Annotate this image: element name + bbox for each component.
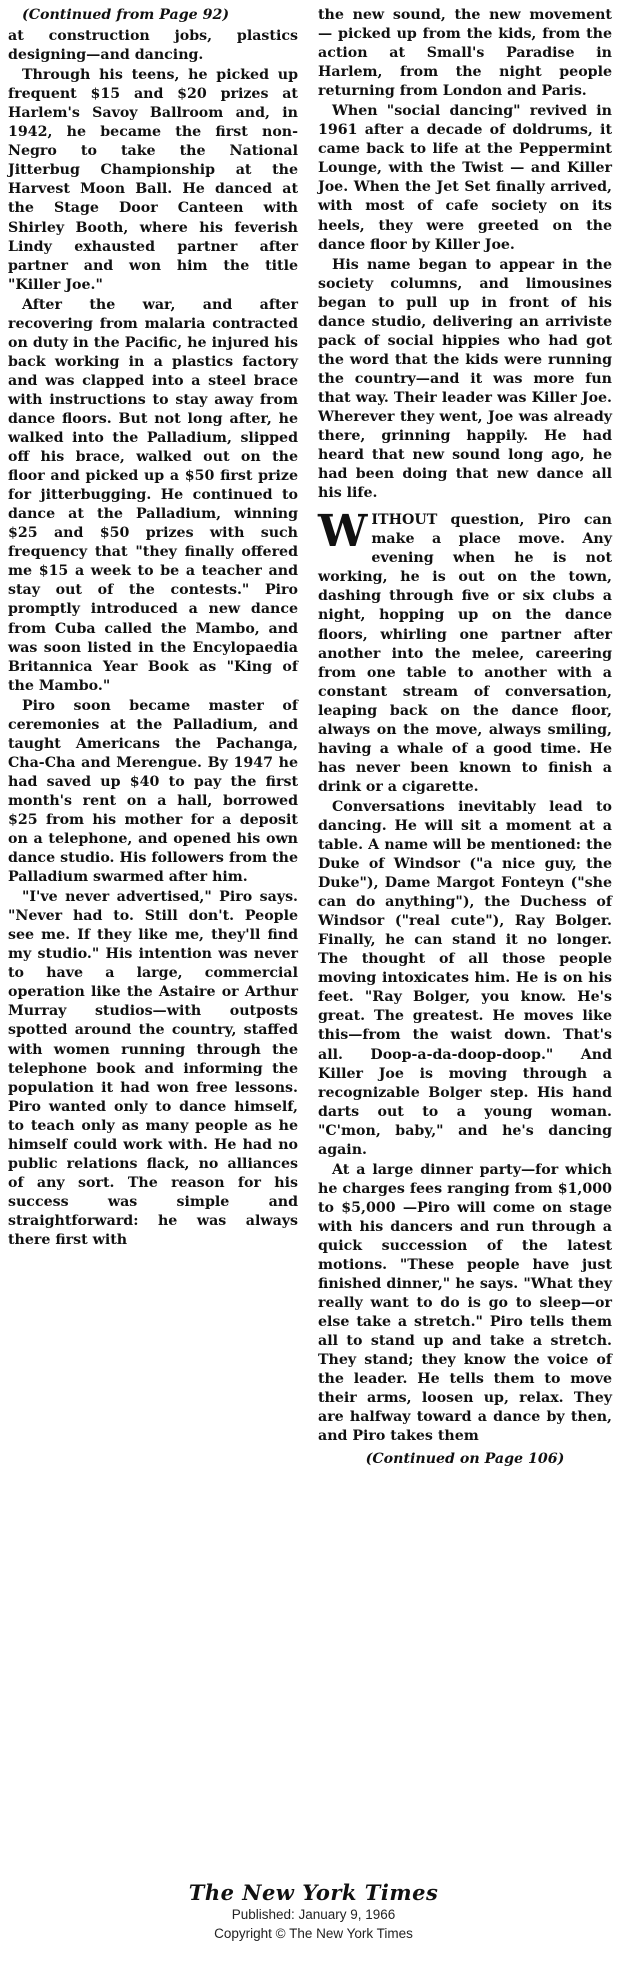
continued-on: (Continued on Page 106): [365, 1450, 565, 1467]
dropcap-text: ITHOUT question, Piro can make a place move. Any evening when he is not working, he is out on the town, dashing through five or six clubs a night, hopping up on the dance floors, whirling one partner after another into the melee, careering from one table to another with a constant stream of conversation, leaping back on the dance floor, always on the move, always smiling, having a whale of a good time. He has never been known to finish a drink or a cigarette.: [318, 512, 612, 795]
masthead-logo: The New York Times: [188, 1880, 439, 1905]
paragraph: After the war, and after recovering from malaria contracted on duty in the Pacific, he injured his back working in a plastics factory and was clapped into a steel brace with instructions to stay away from dance floors. But not long after, he walked into the Palladium, slipped off his brace, walked out on the floor and picked up a $50 first prize for jitterbugging. He continued to dance at the Palladium, winning $25 and $50 prizes with such frequency that "they finally offered me $15 a week to be a teacher and stay out of the contests." Piro promptly introduced a new dance from Cuba called the Mambo, and was soon listed in the Encylopaedia Britannica Year Book as "King of the Mambo.": [8, 296, 298, 694]
left-column: [8, 6, 298, 1251]
drop-cap: W: [318, 506, 368, 558]
continued-from: (Continued from Page 92): [22, 7, 230, 23]
paragraph: At a large dinner party—for which he charges fees ranging from $1,000 to $5,000 —Piro will come on stage with his dancers and run through a quick succession of the latest motions. "These people have just finished dinner," he says. "What they really want to do is go to sleep—or else take a stretch." Piro tells them all to stand up and take a stretch. They stand; they know the voice of the leader. He tells them to move their arms, loosen up, relax. They are halfway toward a dance by then, and Piro takes them: [318, 1161, 612, 1445]
paragraph: Conversations inevitably lead to dancing. He will sit a moment at a table. A name will be mentioned: the Duke of Windsor ("a nice guy, the Duke"), Dame Margot Fonteyn ("she can do anything"), the Duchess of Windsor ("real cute"), Ray Bolger. Finally, he can stand it no longer. The thought of all those people moving intoxicates him. He is on his feet. "Ray Bolger, you know. He's great. The greatest. He moves like this—from the waist down. That's all. Doop-a-da-doop-doop." And Killer Joe is moving through a recognizable Bolger step. His hand darts out to a young woman. "C'mon, baby," and he's dancing again.: [318, 798, 612, 1158]
published-date: Published: January 9, 1966: [231, 1907, 396, 1922]
paragraph: His name began to appear in the society columns, and limousines began to pull up in front of his dance studio, delivering an arriviste pack of social hippies who had got the word that the kids were running the country—and it was more fun that way. Their leader was Killer Joe. Wherever they went, Joe was already there, grinning happily. He had heard that new sound long ago, he had been doing that new dance all his life.: [318, 256, 612, 502]
paragraph: Through his teens, he picked up frequent $15 and $20 prizes at Harlem's Savoy Ballroom and, in 1942, he became the first non-Negro to take the National Jitterbug Championship at the Harvest Moon Ball. He danced at the Stage Door Canteen with Shirley Booth, where his feverish Lindy exhausted partner after partner and won him the title "Killer Joe.": [8, 67, 298, 293]
footer: [0, 1880, 627, 1943]
paragraph: Piro soon became master of ceremonies at the Palladium, and taught Americans the Pachanga, Cha-Cha and Merengue. By 1947 he had saved up $40 to pay the first month's rent on a hall, borrowed $25 from his mother for a deposit on a telephone, and opened his own dance studio. His followers from the Palladium swarmed after him.: [8, 697, 298, 886]
paragraph: When "social dancing" revived in 1961 after a decade of doldrums, it came back to life at the Peppermint Lounge, with the Twist — and Killer Joe. When the Jet Set finally arrived, with most of cafe society on its heels, they were greeted on the dance floor by Killer Joe.: [318, 103, 612, 253]
copyright: Copyright © The New York Times: [214, 1926, 413, 1941]
paragraph: at construction jobs, plastics designing—and dancing.: [8, 28, 298, 64]
right-column: [318, 6, 612, 1470]
dropcap-paragraph: [318, 506, 612, 797]
paragraph: "I've never advertised," Piro says. "Never had to. Still don't. People see me. If they like me, they'll find my studio." His intention was never to have a large, commercial operation like the Astaire or Arthur Murray studios—with outposts spotted around the country, staffed with women running through the telephone book and informing the population it had won free lessons. Piro wanted only to dance himself, to teach only as many people as he himself could work with. He had no public relations flack, no alliances of any sort. The reason for his success was simple and straightforward: he was always there first with: [8, 889, 298, 1248]
paragraph: the new sound, the new movement — picked up from the kids, from the action at Small's Paradise in Harlem, from the night people returning from London and Paris.: [318, 7, 612, 100]
